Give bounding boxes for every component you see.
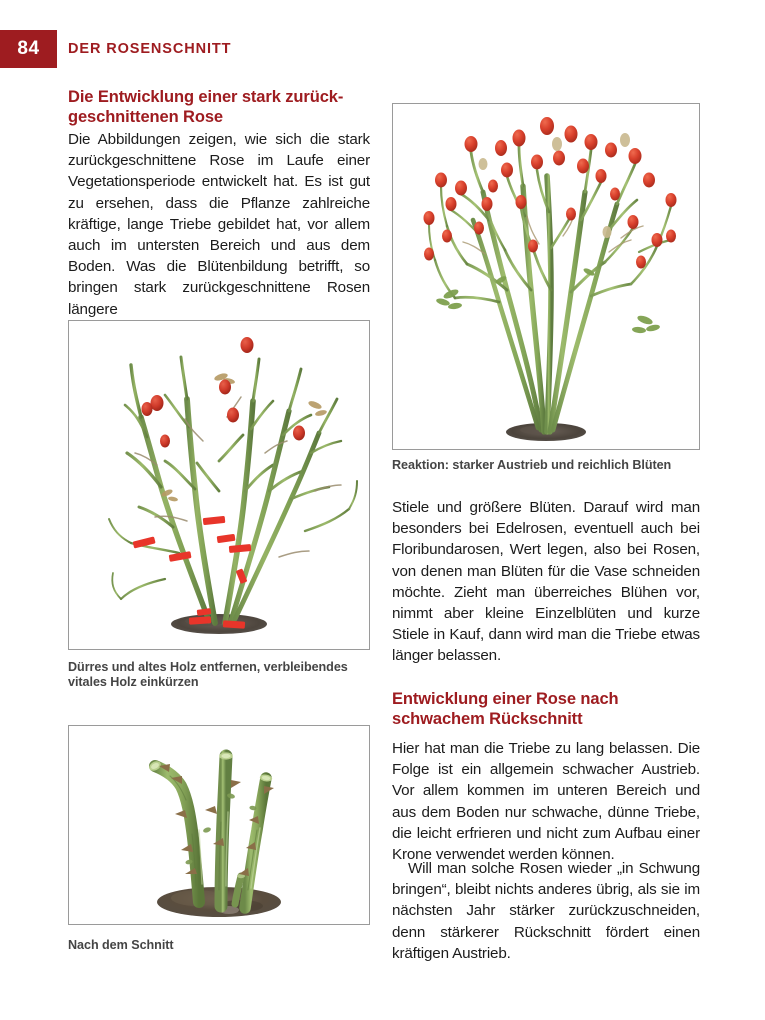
rose-hips xyxy=(142,337,306,448)
chapter-title: DER ROSENSCHNITT xyxy=(68,41,232,57)
figure-pruning-marks-canvas xyxy=(69,321,369,649)
page-header xyxy=(0,30,765,68)
rose-bush-with-cut-marks-illustration xyxy=(69,321,369,649)
heading-weak-pruning: Entwicklung einer Rose nach schwachem Rückschnitt xyxy=(392,690,619,728)
page-number-badge: 84 xyxy=(0,30,57,68)
rose-bush-strong-growth-illustration xyxy=(393,104,699,449)
figure-caption: Nach dem Schnitt xyxy=(68,938,174,952)
figure-pruning-marks xyxy=(68,320,370,650)
right-text-block-3 xyxy=(392,858,700,964)
paragraph-vase-blooms: Stiele und größere Blüten. Darauf wird man besonders bei Edelrosen, eventuell auch bei Floribundarosen, Wert legen, also bei Rosen, von denen man Blüten für die Vase schneiden möchte. Zieht man überreiches Blühen vor, nimmt aber kleine Einzelblüten und kurze Stiele in Kauf, dann wird man die Triebe etwas länger belassen. xyxy=(392,499,700,665)
pruned-rose-stumps-illustration xyxy=(69,726,369,924)
caption-pruning-marks-wrapper xyxy=(68,660,378,691)
heading-strong-pruning: Die Entwicklung einer stark zurückgeschnittenen Rose xyxy=(68,88,344,126)
figure-after-cut xyxy=(68,725,370,925)
paragraph-weak-growth: Hier hat man die Triebe zu lang belassen. Die Folge ist ein allgemein schwacher Austrieb. Vor allem kommen im unteren Bereich und aus dem Boden nur schwache, dünne Triebe, die leicht erfrieren und nicht zum Aufbau einer Krone verwendet werden können. xyxy=(392,740,700,864)
figure-caption: Dürres und altes Holz entfernen, verbleibendes vitales Holz einkürzen xyxy=(68,660,348,690)
figure-strong-growth-canvas xyxy=(393,104,699,449)
caption-strong-growth-wrapper xyxy=(392,458,712,473)
figure-caption: Reaktion: starker Austrieb und reichlich Blüten xyxy=(392,458,672,472)
heading-weak-pruning-wrapper xyxy=(392,690,700,731)
figure-after-cut-canvas xyxy=(69,726,369,924)
paragraph-revitalise: Will man solche Rosen wieder „in Schwung bringen“, bleibt nichts anderes übrig, als sie im nächsten Jahr stärker zurückzuschneiden, denn stärkerer Rückschnitt fördert einen kräftigen Austrieb. xyxy=(392,860,700,962)
paragraph-strong-pruning-intro: Die Abbildungen zeigen, wie sich die stark zurückgeschnittene Rose im Laufe einer Vegetationsperiode entwickelt hat. Es ist gut zu ersehen, dass die Pflanze zahlreiche kräftige, lange Triebe gebildet hat, vor allem auch im untersten Bereich und aus dem Boden. Was die Blütenbildung betrifft, so bringen stark zurückgeschnittene Rosen längere xyxy=(68,131,370,318)
figure-strong-growth xyxy=(392,103,700,450)
left-column xyxy=(68,88,370,320)
right-text-block-2 xyxy=(392,738,700,865)
caption-after-cut-wrapper xyxy=(68,938,370,953)
right-text-block-1 xyxy=(392,497,700,667)
